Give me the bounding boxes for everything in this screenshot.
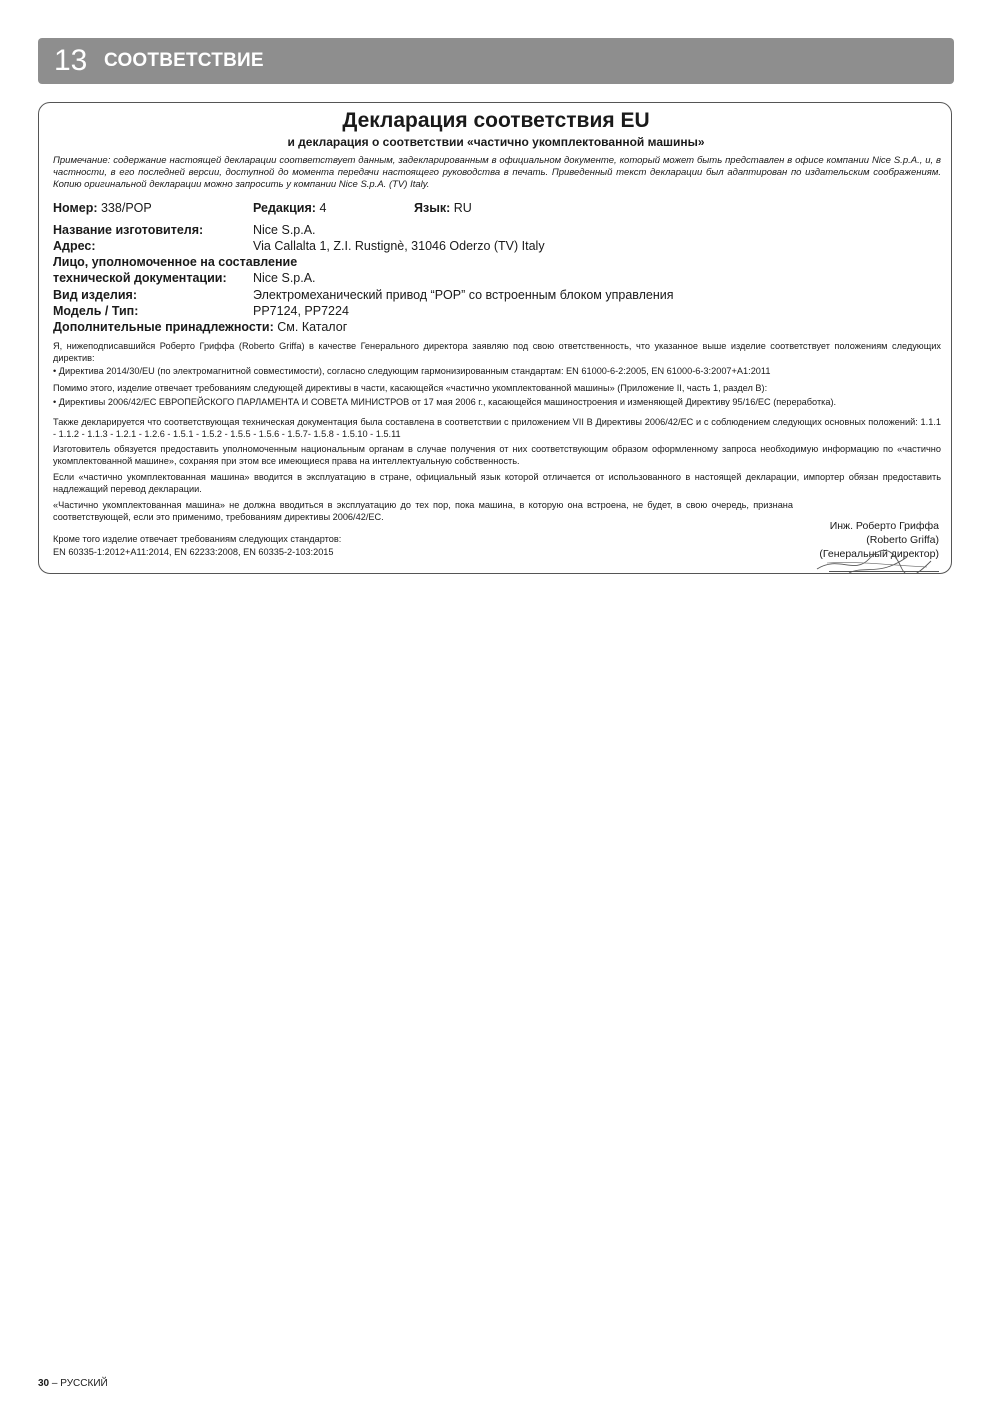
manufacturer-value: Nice S.p.A. <box>253 223 316 237</box>
section-header <box>38 38 954 84</box>
section-title: СООТВЕТСТВИЕ <box>104 50 264 71</box>
declaration-paragraph-1: Я, нижеподписавшийся Роберто Гриффа (Roberto Griffa) в качестве Генерального директора заявляю под свою ответственность, что указанное выше изделие соответствует положениям следующих директив: <box>53 341 941 363</box>
authorized-label-line2: технической документации: <box>53 271 227 285</box>
language-field <box>414 200 472 216</box>
signatory-role: (Генеральный директор) <box>819 548 939 560</box>
language-label: Язык: <box>414 201 451 215</box>
product-label: Вид изделия: <box>53 288 137 302</box>
language-value: RU <box>453 201 472 215</box>
standards-intro: Кроме того изделие отвечает требованиям следующих стандартов: <box>53 534 342 544</box>
page-language: – РУССКИЙ <box>51 1378 108 1389</box>
declaration-paragraph-6: «Частично укомплектованная машина» не должна вводиться в эксплуатацию до тех пор, пока машина, в которую она встроена, не будет, в свою очередь, признана соответствующей, если это применимо, требованиям директивы 2006/42/EC. <box>53 500 793 522</box>
product-value: Электромеханический привод “POP” со встроенным блоком управления <box>253 288 674 302</box>
page-footer <box>38 1378 108 1389</box>
number-label: Номер: <box>53 201 98 215</box>
declaration-subtitle: и декларация о соответствии «частично укомплектованной машины» <box>287 135 705 149</box>
page-number: 30 <box>38 1378 50 1389</box>
model-label: Модель / Тип: <box>53 304 139 318</box>
declaration-note: Примечание: содержание настоящей декларации соответствует данным, задекларированным в официальном документе, который может быть представлен в офисе компании Nice S.p.A., и, в частности, в его последней версии, доступной до момента передачи настоящего руководства в печать. Приведенный текст декларации был адаптирован по издательским соображениям. Копию оригинальной декларации можно запросить у компании Nice S.p.A. (TV) Italy. <box>53 155 941 191</box>
number-value: 338/POP <box>100 201 152 215</box>
authorized-label-line1: Лицо, уполномоченное на составление <box>53 255 298 269</box>
standards-list: EN 60335-1:2012+A11:2014, EN 62233:2008, EN 60335-2-103:2015 <box>53 547 334 557</box>
directive-bullet-1: • Директива 2014/30/EU (по электромагнитной совместимости), согласно следующим гармонизированным стандартам: EN 61000-6-2:2005, EN 61000-6-3:2007+A1:2011 <box>53 366 771 376</box>
accessories-label: Дополнительные принадлежности: <box>53 320 274 334</box>
signatory-name: Инж. Роберто Гриффа <box>829 520 939 532</box>
declaration-paragraph-2: Помимо этого, изделие отвечает требованиям следующей директивы в части, касающейся «частично укомплектованной машины» (Приложение II, часть 1, раздел B): <box>53 383 768 393</box>
manufacturer-label: Название изготовителя: <box>53 223 204 237</box>
declaration-box <box>38 102 952 574</box>
revision-label: Редакция: <box>253 201 316 215</box>
signature-line <box>829 571 939 572</box>
model-value: PP7124, PP7224 <box>253 304 349 318</box>
section-number: 13 <box>54 44 88 77</box>
handwritten-signature <box>809 547 939 574</box>
address-value: Via Callalta 1, Z.I. Rustignè, 31046 Oderzo (TV) Italy <box>253 239 545 253</box>
declaration-paragraph-4: Изготовитель обязуется предоставить уполномоченным национальным органам в случае получения от них соответствующим образом оформленному запроса необходимую информацию по «частично укомплектованной машине», сохраняя при этом все имеющиеся права на интеллектуальную собственность. <box>53 444 941 466</box>
directive-bullet-2: • Директивы 2006/42/EC ЕВРОПЕЙСКОГО ПАРЛАМЕНТА И СОВЕТА МИНИСТРОВ от 17 мая 2006 г., касающейся машиностроения и изменяющей Директиву 95/16/EC (переработка). <box>53 397 837 407</box>
signatory-latin-name: (Roberto Griffa) <box>866 534 939 546</box>
declaration-paragraph-5: Если «частично укомплектованная машина» вводится в эксплуатацию в стране, официальный язык которой отличается от использованного в настоящей декларации, импортер обязан предоставить надлежащий перевод декларации. <box>53 472 941 494</box>
address-label: Адрес: <box>53 239 96 253</box>
authorized-value: Nice S.p.A. <box>253 271 316 285</box>
accessories-value: См. Каталог <box>277 320 348 334</box>
declaration-paragraph-3: Также декларируется что соответствующая техническая документация была составлена в соответствии с приложением VII B Директивы 2006/42/EC и с соблюдением следующих основных положений: 1.1.1 - 1.1.2 - 1.1.3 - 1.2.1 - 1.2.6 - 1.5.1 - 1.5.2 - 1.5.5 - 1.5.6 - 1.5.7- 1.5.8 - 1.5.10 - 1.5.11 <box>53 417 941 439</box>
accessories-field <box>53 319 347 335</box>
revision-field <box>253 200 326 216</box>
revision-value: 4 <box>319 201 327 215</box>
declaration-title: Декларация соответствия EU <box>342 109 650 132</box>
number-field <box>53 200 152 216</box>
